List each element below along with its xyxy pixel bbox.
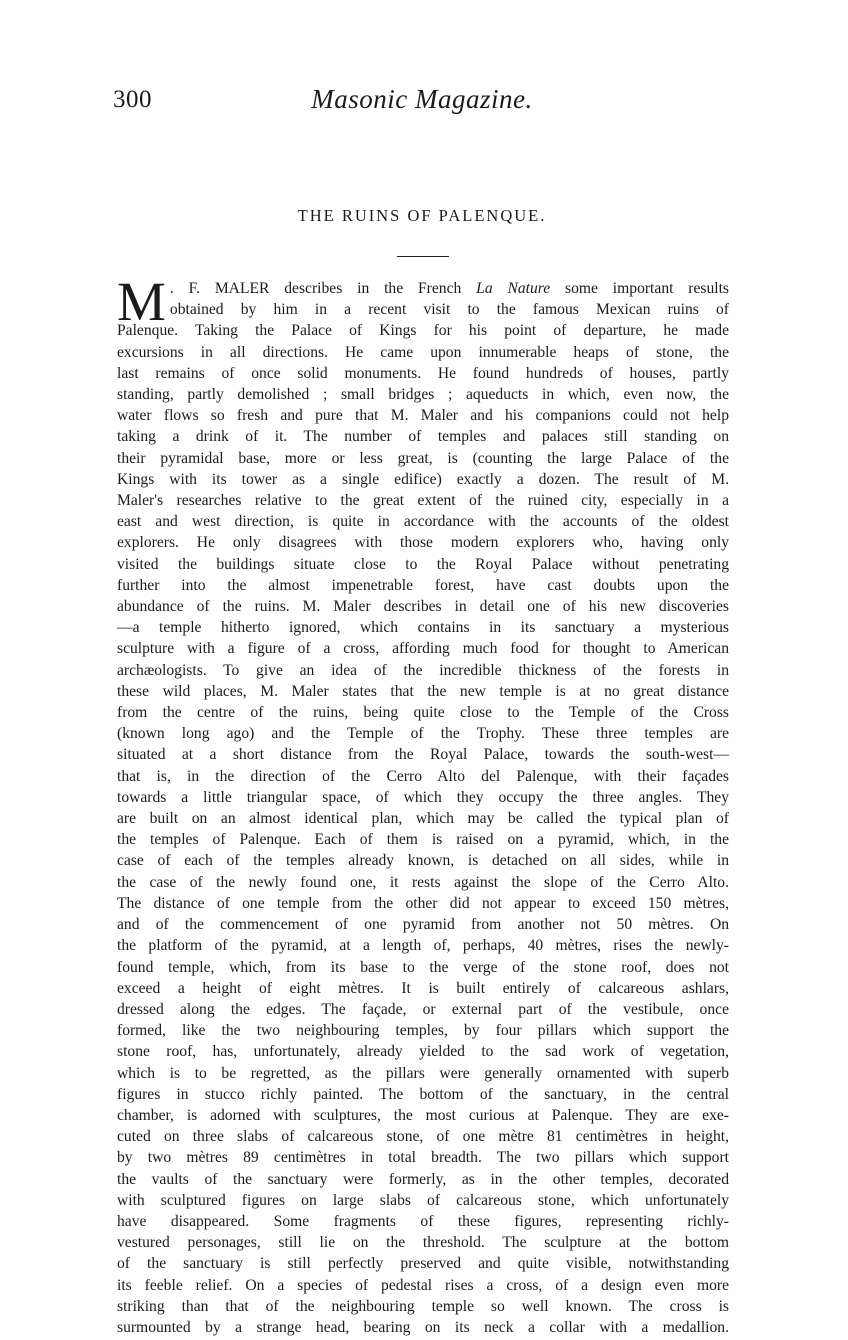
body-line: excursions in all directions. He came upon innumerable heaps of stone, the [117,343,729,361]
body-line: with sculptured figures on large slabs of calcareous stone, which unfortunately [117,1191,729,1209]
body-line: vestured personages, still lie on the threshold. The sculpture at the bottom [117,1234,729,1252]
article-title: THE RUINS OF PALENQUE. [297,206,547,225]
body-line: exceed a height of eight mètres. It is built entirely of calcareous ashlars, [117,979,729,997]
body-line: the vaults of the sanctuary were formerly, as in the other temples, decorated [117,1170,729,1188]
body-line: the case of the newly found one, it rests against the slope of the Cerro Alto. [117,873,729,891]
running-head [113,82,731,122]
body-line: have disappeared. Some fragments of these figures, representing richly- [117,1212,729,1230]
body-line: the temples of Palenque. Each of them is raised on a pyramid, which, in the [117,831,729,849]
body-line: further into the almost impenetrable forest, have cast doubts upon the [117,576,729,594]
body-line: archæologists. To give an idea of the incredible thickness of the forests in [117,661,729,679]
body-line: of the sanctuary is still perfectly preserved and quite visible, notwithstanding [117,1255,729,1273]
page-number: 300 [113,86,152,113]
body-line: water flows so fresh and pure that M. Maler and his companions could not help [117,407,729,425]
body-line: surmounted by a strange head, bearing on its neck a collar with a medallion. [117,1318,729,1336]
body-line: explorers. He only disagrees with those modern explorers who, having only [117,534,729,552]
body-line: east and west direction, is quite in accordance with the accounts of the oldest [117,513,729,531]
body-line: chamber, is adorned with sculptures, the most curious at Palenque. They are exe- [117,1106,729,1124]
body-line: obtained by him in a recent visit to the famous Mexican ruins of [169,301,729,319]
body-line: The distance of one temple from the other did not appear to exceed 150 mètres, [117,894,729,912]
body-line: their pyramidal base, more or less great, is (counting the large Palace of the [117,449,729,467]
body-line: stone roof, has, unfortunately, already yielded to the sad work of vegetation, [117,1043,729,1061]
article-body [117,271,730,1338]
body-line: case of each of the temples already known, is detached on all sides, while in [117,852,729,870]
body-line: taking a drink of it. The number of temples and palaces still standing on [117,428,729,446]
body-line: formed, like the two neighbouring temples, by four pillars which support the [117,1022,729,1040]
body-line: from the centre of the ruins, being quite close to the Temple of the Cross [117,704,729,722]
body-line: dressed along the edges. The façade, or external part of the vestibule, once [117,1000,729,1018]
body-line: by two mètres 89 centimètres in total breadth. The two pillars which support [117,1149,729,1167]
body-line: and of the commencement of one pyramid from another not 50 mètres. On [117,916,729,934]
body-line: visited the buildings situate close to the Royal Palace without penetrating [117,555,729,573]
magazine-title: Masonic Magazine. [311,84,533,114]
body-line: standing, partly demolished ; small bridges ; aqueducts in which, even now, the [117,386,729,404]
journal-name: La Nature [476,280,551,297]
body-line: towards a little triangular space, of which they occupy the three angles. They [117,788,729,806]
body-line: sculpture with a figure of a cross, affording much food for thought to American [117,640,729,658]
body-line: which is to be regretted, as the pillars were generally ornamented with superb [117,1064,729,1082]
drop-cap: M [117,271,166,332]
body-line: . F. MALER describes in the French La Nature some important results [169,280,730,297]
body-line: its feeble relief. On a species of pedestal rises a cross, of a design even more [117,1276,729,1294]
body-line: these wild places, M. Maler states that the new temple is at no great distance [117,682,729,700]
body-line: situated at a short distance from the Royal Palace, towards the south-west— [117,746,729,764]
body-line: Palenque. Taking the Palace of Kings for his point of departure, he made [117,322,729,340]
body-line: last remains of once solid monuments. He found hundreds of houses, partly [117,364,729,382]
body-line: Kings with its tower as a single edifice) exactly a dozen. The result of M. [117,470,729,488]
body-line: found temple, which, from its base to the verge of the stone roof, does not [117,958,729,976]
body-line: figures in stucco richly painted. The bottom of the sanctuary, in the central [117,1085,729,1103]
body-line: cuted on three slabs of calcareous stone, of one mètre 81 centimètres in height, [117,1128,729,1146]
body-line: the platform of the pyramid, at a length of, perhaps, 40 mètres, rises the newly- [117,937,729,955]
title-divider [397,256,449,257]
body-line: —a temple hitherto ignored, which contains in its sanctuary a mysterious [117,619,729,637]
body-line: abundance of the ruins. M. Maler describes in detail one of his new discoveries [117,598,729,616]
body-line: (known long ago) and the Temple of the Trophy. These three temples are [117,725,729,743]
body-line: Maler's researches relative to the great extent of the ruined city, especially in a [117,492,729,510]
body-line: are built on an almost identical plan, which may be called the typical plan of [117,810,729,828]
body-line: that is, in the direction of the Cerro Alto del Palenque, with their façades [117,767,729,785]
body-line: striking than that of the neighbouring temple so well known. The cross is [117,1297,729,1315]
